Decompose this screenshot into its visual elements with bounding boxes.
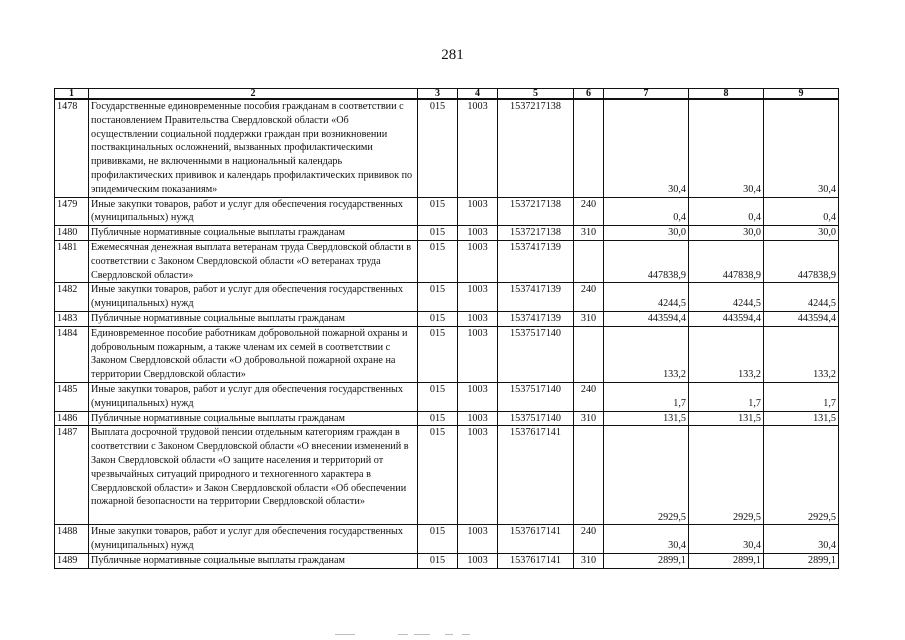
amount-col-7: 2899,1: [604, 553, 689, 568]
code-col-5: 1537517140: [498, 382, 574, 411]
table-row: [55, 326, 839, 382]
row-number: 1480: [55, 226, 89, 241]
code-col-4: 1003: [458, 411, 498, 426]
table-row: [55, 240, 839, 282]
table-row: [55, 525, 839, 554]
column-header-7: 7: [604, 89, 689, 100]
row-name: Иные закупки товаров, работ и услуг для обеспечения государственных (муниципальных) нужд: [89, 283, 418, 312]
code-col-4: 1003: [458, 240, 498, 282]
code-col-6: [574, 426, 604, 525]
code-col-3: 015: [418, 326, 458, 382]
code-col-6: 240: [574, 382, 604, 411]
code-col-4: 1003: [458, 326, 498, 382]
row-name: Государственные единовременные пособия гражданам в соответствии с постановлением Правительства Свердловской области «Об осуществлении социальной поддержки граждан при возникновении поствакцинальных осложнений, вызванных профилактическими прививками, не включенными в национальный календарь профилактических прививок и календарь профилактических прививок по эпидемическим показаниям»: [89, 99, 418, 197]
amount-col-7: 4244,5: [604, 283, 689, 312]
code-col-4: 1003: [458, 99, 498, 197]
code-col-5: 1537617141: [498, 426, 574, 525]
amount-col-9: 30,0: [764, 226, 839, 241]
code-col-5: 1537617141: [498, 553, 574, 568]
amount-col-9: 443594,4: [764, 311, 839, 326]
code-col-3: 015: [418, 553, 458, 568]
code-col-3: 015: [418, 240, 458, 282]
table-row: [55, 382, 839, 411]
row-name: Иные закупки товаров, работ и услуг для обеспечения государственных (муниципальных) нужд: [89, 525, 418, 554]
code-col-3: 015: [418, 525, 458, 554]
code-col-6: [574, 99, 604, 197]
table-row: [55, 197, 839, 226]
row-number: 1483: [55, 311, 89, 326]
amount-col-9: 131,5: [764, 411, 839, 426]
code-col-4: 1003: [458, 283, 498, 312]
amount-col-7: 2929,5: [604, 426, 689, 525]
code-col-5: 1537417139: [498, 311, 574, 326]
code-col-3: 015: [418, 197, 458, 226]
amount-col-7: 30,0: [604, 226, 689, 241]
amount-col-8: 0,4: [689, 197, 764, 226]
column-header-5: 5: [498, 89, 574, 100]
code-col-4: 1003: [458, 382, 498, 411]
row-name: Выплата досрочной трудовой пенсии отдельным категориям граждан в соответствии с Законом Свердловской области «О внесении изменений в Закон Свердловской области «О защите населения и территорий от чрезвычайных ситуаций природного и техногенного характера в Свердловской области» и Закон Свердловской области «Об обеспечении пожарной безопасности на территории Свердловской области»: [89, 426, 418, 525]
amount-col-8: 2899,1: [689, 553, 764, 568]
row-name: Публичные нормативные социальные выплаты гражданам: [89, 226, 418, 241]
code-col-5: 1537617141: [498, 525, 574, 554]
amount-col-7: 133,2: [604, 326, 689, 382]
table-row: [55, 426, 839, 525]
table-row: [55, 99, 839, 197]
row-number: 1489: [55, 553, 89, 568]
code-col-6: 240: [574, 525, 604, 554]
amount-col-7: 443594,4: [604, 311, 689, 326]
code-col-5: 1537517140: [498, 326, 574, 382]
table-header: [55, 89, 839, 100]
row-name: Иные закупки товаров, работ и услуг для обеспечения государственных (муниципальных) нужд: [89, 197, 418, 226]
amount-col-8: 443594,4: [689, 311, 764, 326]
row-name: Публичные нормативные социальные выплаты гражданам: [89, 553, 418, 568]
amount-col-7: 1,7: [604, 382, 689, 411]
code-col-4: 1003: [458, 226, 498, 241]
amount-col-7: 0,4: [604, 197, 689, 226]
column-header-1: 1: [55, 89, 89, 100]
amount-col-7: 30,4: [604, 525, 689, 554]
code-col-4: 1003: [458, 553, 498, 568]
code-col-6: 240: [574, 283, 604, 312]
row-number: 1479: [55, 197, 89, 226]
code-col-6: 310: [574, 553, 604, 568]
amount-col-9: 4244,5: [764, 283, 839, 312]
amount-col-8: 30,4: [689, 99, 764, 197]
scan-artifact: [335, 634, 355, 635]
column-header-2: 2: [89, 89, 418, 100]
code-col-3: 015: [418, 99, 458, 197]
code-col-6: [574, 326, 604, 382]
amount-col-7: 131,5: [604, 411, 689, 426]
code-col-4: 1003: [458, 311, 498, 326]
code-col-6: 240: [574, 197, 604, 226]
amount-col-8: 2929,5: [689, 426, 764, 525]
code-col-5: 1537417139: [498, 240, 574, 282]
budget-table: [54, 88, 839, 569]
column-header-9: 9: [764, 89, 839, 100]
code-col-5: 1537417139: [498, 283, 574, 312]
row-number: 1481: [55, 240, 89, 282]
page-number: 281: [441, 47, 464, 63]
row-name: Публичные нормативные социальные выплаты гражданам: [89, 411, 418, 426]
code-col-3: 015: [418, 311, 458, 326]
code-col-4: 1003: [458, 426, 498, 525]
amount-col-9: 2929,5: [764, 426, 839, 525]
table-body: [55, 99, 839, 568]
column-header-8: 8: [689, 89, 764, 100]
table-row: [55, 411, 839, 426]
amount-col-8: 447838,9: [689, 240, 764, 282]
amount-col-7: 30,4: [604, 99, 689, 197]
code-col-5: 1537217138: [498, 197, 574, 226]
column-header-3: 3: [418, 89, 458, 100]
scan-artifact: [462, 634, 470, 635]
code-col-3: 015: [418, 283, 458, 312]
column-header-6: 6: [574, 89, 604, 100]
code-col-4: 1003: [458, 197, 498, 226]
row-number: 1482: [55, 283, 89, 312]
table-row: [55, 553, 839, 568]
table-row: [55, 283, 839, 312]
code-col-6: 310: [574, 411, 604, 426]
row-name: Публичные нормативные социальные выплаты гражданам: [89, 311, 418, 326]
amount-col-8: 131,5: [689, 411, 764, 426]
row-number: 1487: [55, 426, 89, 525]
amount-col-9: 1,7: [764, 382, 839, 411]
code-col-5: 1537217138: [498, 226, 574, 241]
amount-col-8: 133,2: [689, 326, 764, 382]
row-number: 1486: [55, 411, 89, 426]
code-col-6: [574, 240, 604, 282]
code-col-6: 310: [574, 226, 604, 241]
amount-col-9: 0,4: [764, 197, 839, 226]
amount-col-8: 30,0: [689, 226, 764, 241]
row-number: 1478: [55, 99, 89, 197]
code-col-5: 1537517140: [498, 411, 574, 426]
amount-col-8: 1,7: [689, 382, 764, 411]
amount-col-7: 447838,9: [604, 240, 689, 282]
column-header-4: 4: [458, 89, 498, 100]
code-col-4: 1003: [458, 525, 498, 554]
scan-artifact: [445, 634, 453, 635]
table-row: [55, 311, 839, 326]
code-col-3: 015: [418, 426, 458, 525]
amount-col-9: 30,4: [764, 525, 839, 554]
header-row: [55, 89, 839, 100]
row-name: Иные закупки товаров, работ и услуг для обеспечения государственных (муниципальных) нужд: [89, 382, 418, 411]
row-name: Единовременное пособие работникам добровольной пожарной охраны и добровольным пожарным, а также членам их семей в соответствии с Законом Свердловской области «О добровольной пожарной охране на территории Свердловской области»: [89, 326, 418, 382]
amount-col-8: 4244,5: [689, 283, 764, 312]
table-row: [55, 226, 839, 241]
row-name: Ежемесячная денежная выплата ветеранам труда Свердловской области в соответствии с Законом Свердловской области «О ветеранах труда Свердловской области»: [89, 240, 418, 282]
code-col-3: 015: [418, 411, 458, 426]
code-col-6: 310: [574, 311, 604, 326]
amount-col-9: 133,2: [764, 326, 839, 382]
amount-col-9: 30,4: [764, 99, 839, 197]
scan-artifact: [398, 634, 408, 635]
code-col-3: 015: [418, 382, 458, 411]
amount-col-9: 2899,1: [764, 553, 839, 568]
row-number: 1484: [55, 326, 89, 382]
amount-col-9: 447838,9: [764, 240, 839, 282]
scan-artifact: [414, 634, 430, 635]
code-col-5: 1537217138: [498, 99, 574, 197]
row-number: 1485: [55, 382, 89, 411]
row-number: 1488: [55, 525, 89, 554]
amount-col-8: 30,4: [689, 525, 764, 554]
code-col-3: 015: [418, 226, 458, 241]
